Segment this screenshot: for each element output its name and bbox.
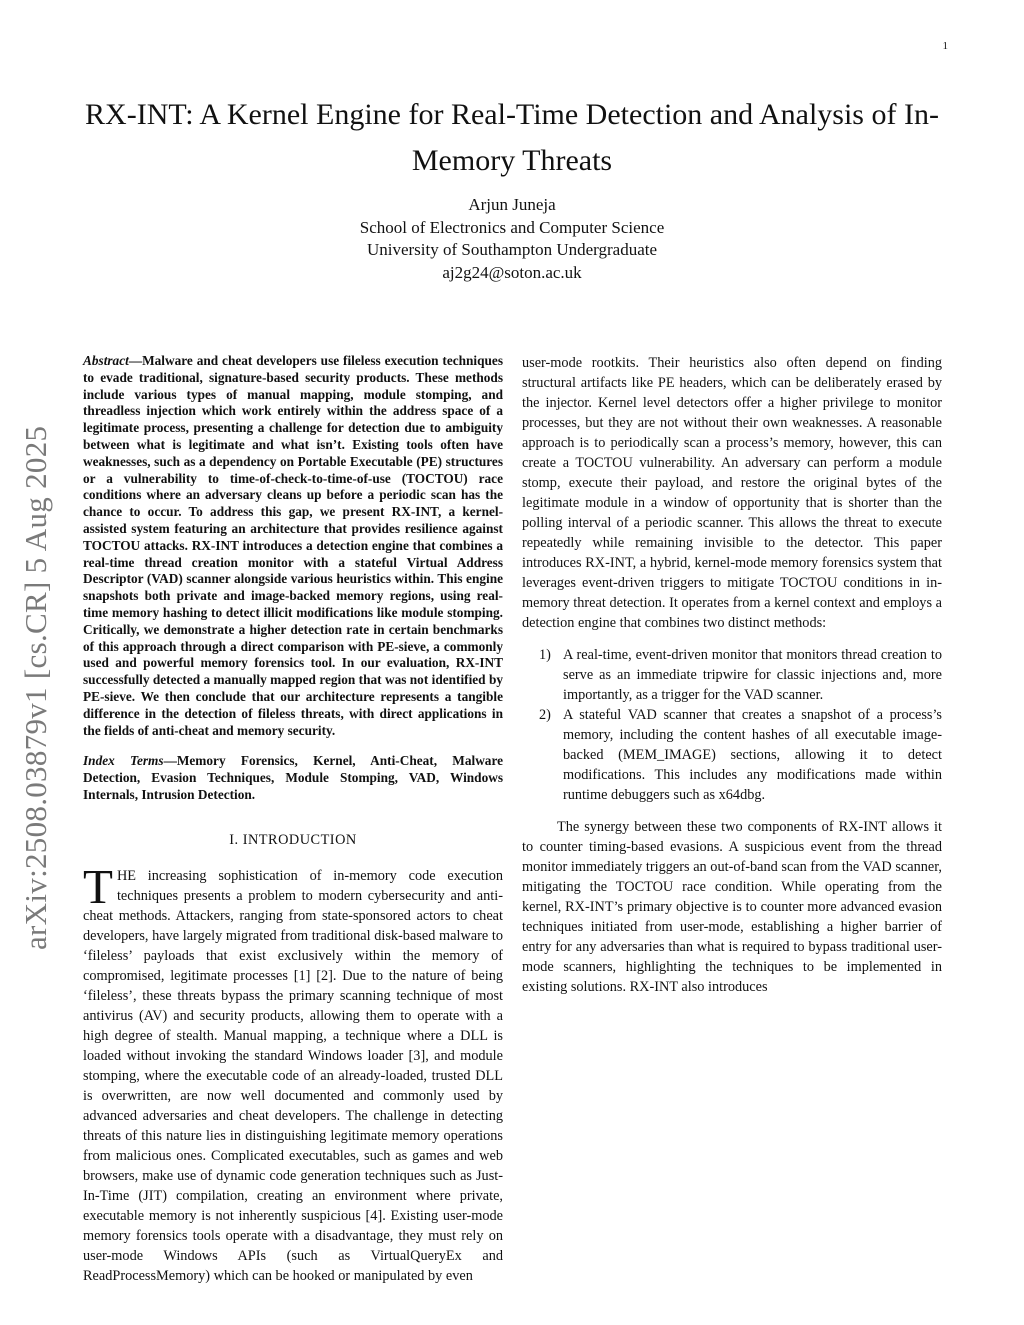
section-number: I.	[229, 831, 239, 848]
index-terms	[83, 753, 503, 803]
list-item-number: 1)	[539, 647, 551, 663]
section-title-rest: NTRODUCTION	[247, 831, 357, 848]
paper-title: RX-INT: A Kernel Engine for Real-Time Detection and Analysis of In-Memory Threats	[85, 98, 939, 177]
section-heading-introduction	[83, 830, 503, 850]
drop-cap: T	[83, 858, 113, 914]
list-item-number: 2)	[539, 707, 551, 723]
abstract-text: —Malware and cheat developers use fileless execution techniques to evade traditional, signature-based security products. These methods include various types of manual mapping, module stomping, and threadless injection which work entirely within the address space of a legitimate process, presenting a challenge for detection due to ambiguity between what is legitimate and what isn’t. Existing tools often have weaknesses, such as a dependency on Portable Executable (PE) structures or a vulnerability to time-of-check-to-time-of-use (TOCTOU) race conditions where an adversary cleans up before a periodic scan has the chance to occur. To address this gap, we present RX-INT, a kernel-assisted system featuring an architecture that provides resilience against TOCTOU attacks. RX-INT introduces a detection engine that combines a real-time thread creation monitor with a stateful Virtual Address Descriptor (VAD) scanner alongside various heuristics within. This engine snapshots both private and image-backed memory regions, using real-time memory hashing to detect illicit modifications like module stomping. Critically, we demonstrate a higher detection rate in certain benchmarks of this approach through a direct comparison with PE-sieve, a commonly used and powerful memory forensics tool. In our evaluation, RX-INT successfully detected a manually mapped region that was not identified by PE-sieve. We then conclude that our architecture represents a tangible difference in the detection of fileless threats, with direct applications in the fields of anti-cheat and memory security.	[83, 353, 503, 738]
index-terms-text: —Memory Forensics, Kernel, Anti-Cheat, Malware Detection, Evasion Techniques, Module Stomping, VAD, Windows Internals, Intrusion Detection.	[83, 753, 504, 802]
right-column	[522, 353, 942, 997]
abstract-label: Abstract	[83, 353, 129, 368]
intro-text-left: increasing sophistication of in-memory code execution techniques presents a problem to modern cybersecurity and anti-cheat methods. Attackers, ranging from state-sponsored actors to cheat developers, have largely migrated from traditional disk-based malware to ‘fileless’ payloads that exist exclusively within the memory of compromised, legitimate processes [1] [2]. Due to the nature of being ‘fileless’, these threats bypass the primary scanning technique of most antivirus (AV) and security products, allowing them to operate with a high degree of stealth. Manual mapping, a technique where a DLL is loaded without invoking the standard Windows loader [3], and module stomping, where the executable code of an already-loaded, trusted DLL is overwritten, are now well documented and commonly used by advanced adversaries and cheat developers. The challenge in detecting threats of this nature lies in distinguishing legitimate memory operations from malicious ones. Complicated executables, such as games and web browsers, make use of dynamic code generation techniques such as Just-In-Time (JIT) compilation, creating an environment where private, executable memory is not inherently suspicious [4]. Existing user-mode memory forensics tools operate with a disadvantage, they must rely on user-mode Windows APIs (such as VirtualQueryEx and ReadProcessMemory) which can be hooked or manipulated by even	[83, 867, 503, 1284]
intro-paragraph-continued	[522, 353, 942, 633]
intro-lead-caps: HE	[116, 867, 136, 884]
list-item	[522, 645, 942, 705]
synergy-paragraph: The synergy between these two components of RX-INT allows it to counter timing-based evasions. A suspicious event from the thread monitor immediately triggers an out-of-band scan from the VAD scanner, mitigating the TOCTOU race condition. While operating from the kernel, RX-INT’s primary objective is to counter more advanced evasion techniques initiated from user-mode, establishing a higher barrier of entry for any adversaries than what is required to bypass traditional user-mode scanners, highlighting the techniques to be implemented in existing solutions. RX-INT also introduces	[522, 819, 942, 995]
index-terms-label: Index Terms	[83, 753, 164, 769]
author-block	[60, 194, 964, 284]
page-number: 1	[942, 40, 948, 52]
arxiv-identifier: arXiv:2508.03879v1 [cs.CR] 5 Aug 2025	[18, 425, 53, 950]
list-item-text: A stateful VAD scanner that creates a snapshot of a process’s memory, including the content hashes of all executable image-backed (MEM_IMAGE) sections, allowing it to detect modifications. This includes any modifications made within runtime debuggers such as x64dbg.	[563, 707, 942, 803]
title-block	[60, 92, 964, 284]
author-affiliation-school: School of Electronics and Computer Science	[359, 217, 665, 237]
intro-paragraph	[83, 858, 503, 1286]
author-affiliation-university: University of Southampton Undergraduate	[366, 240, 658, 259]
list-item-text: A real-time, event-driven monitor that monitors thread creation to serve as an immediate tripwire for classic injections and, more importantly, as a trigger for the VAD scanner.	[563, 647, 942, 703]
list-item	[522, 705, 942, 805]
methods-list	[522, 645, 942, 805]
left-column	[83, 353, 503, 1286]
section-title-initial: I	[242, 831, 248, 848]
author-email: aj2g24@soton.ac.uk	[442, 262, 582, 282]
abstract	[83, 353, 503, 739]
author-name: Arjun Juneja	[468, 195, 556, 214]
intro-text-right: user-mode rootkits. Their heuristics also often depend on finding structural artifacts like PE headers, which can be deliberately erased by the injector. Kernel level detectors offer a higher privilege to monitor processes, but they are not without their own weaknesses. A reasonable approach is to periodically scan a process’s memory, however, this can create a TOCTOU vulnerability. An adversary can perform a module stomp, execute their payload, and restore the original bytes of the legitimate module in a window of opportunity that is shorter than the polling interval of a periodic scanner. This allows the threat to execute repeatedly while remaining invisible to the detector. This paper introduces RX-INT, a hybrid, kernel-mode memory forensics system that leverages event-driven triggers to mitigate TOCTOU conditions in in-memory threat detection. It operates from a kernel context and employs a detection engine that combines two distinct methods:	[522, 355, 942, 631]
